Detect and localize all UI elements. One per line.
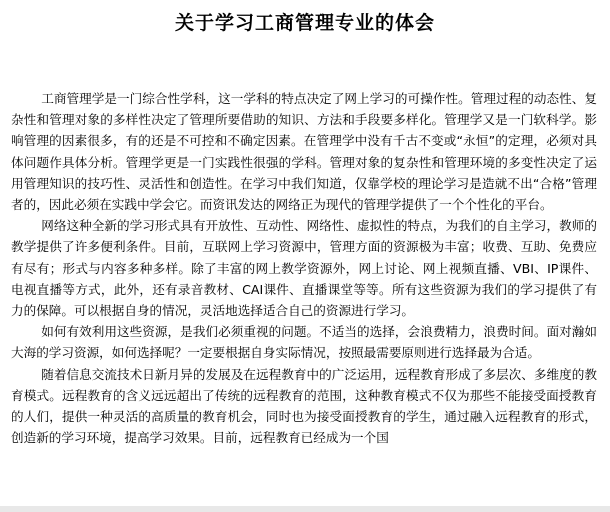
paragraph-2: 网络这种全新的学习形式具有开放性、互动性、网络性、虚拟性的特点，为我们的自主学习，教师的教学提供了许多便利条件。目前，互联网上学习资源中，管理方面的资源极为丰富；收费、互助、免费应有尽有；形式与内容多种多样。除了丰富的网上教学资源外，网上讨论、网上视频直播、VBI、IP课件、电视直播等方式，此外，还有录音教材、CAI课件、直播课堂等等。所有这些资源为我们的学习提供了有力的保障。可以根据自身的情况，灵活地选择适合自己的资源进行学习。 xyxy=(11,218,597,319)
paragraph-4: 随着信息交流技术日新月异的发展及在远程教育中的广泛运用，远程教育形成了多层次、多维度的教育模式。远程教育的含义远远超出了传统的远程教育的范围，这种教育模式不仅为那些不能接受面授教育的人们，提供一种灵活的高质量的教育机会，同时也为接受面授教育的学生，通过融入远程教育的形式，创造新的学习环境，提高学习效果。目前，远程教育已经成为一个国 xyxy=(11,366,597,446)
paragraph-1: 工商管理学是一门综合性学科，这一学科的特点决定了网上学习的可操作性。管理过程的动态性、复杂性和管理对象的多样性决定了管理所要借助的知识、方法和手段要多样化。管理学又是一门软科学。影响管理的因素很多，有的还是不可控和不确定因素。在管理学中没有千古不变或“永恒”的定理，必须对具体问题作具体分析。管理学更是一门实践性很强的学科。管理对象的复杂性和管理环境的多变性决定了运用管理知识的技巧性、灵活性和创造性。在学习中我们知道，仅靠学校的理论学习是造就不出“合格”管理者的，因此必须在实践中学会它。而资讯发达的网络正为现代的管理学提供了一个个性化的平台。 xyxy=(11,91,597,213)
page-bottom-edge xyxy=(0,506,610,512)
document-body xyxy=(11,88,597,448)
document-title: 关于学习工商管理专业的体会 xyxy=(174,12,435,34)
paragraph-3: 如何有效利用这些资源，是我们必须重视的问题。不适当的选择，会浪费精力，浪费时间。面对瀚如大海的学习资源，如何选择呢？一定要根据自身实际情况，按照最需要原则进行选择最为合适。 xyxy=(11,324,597,361)
